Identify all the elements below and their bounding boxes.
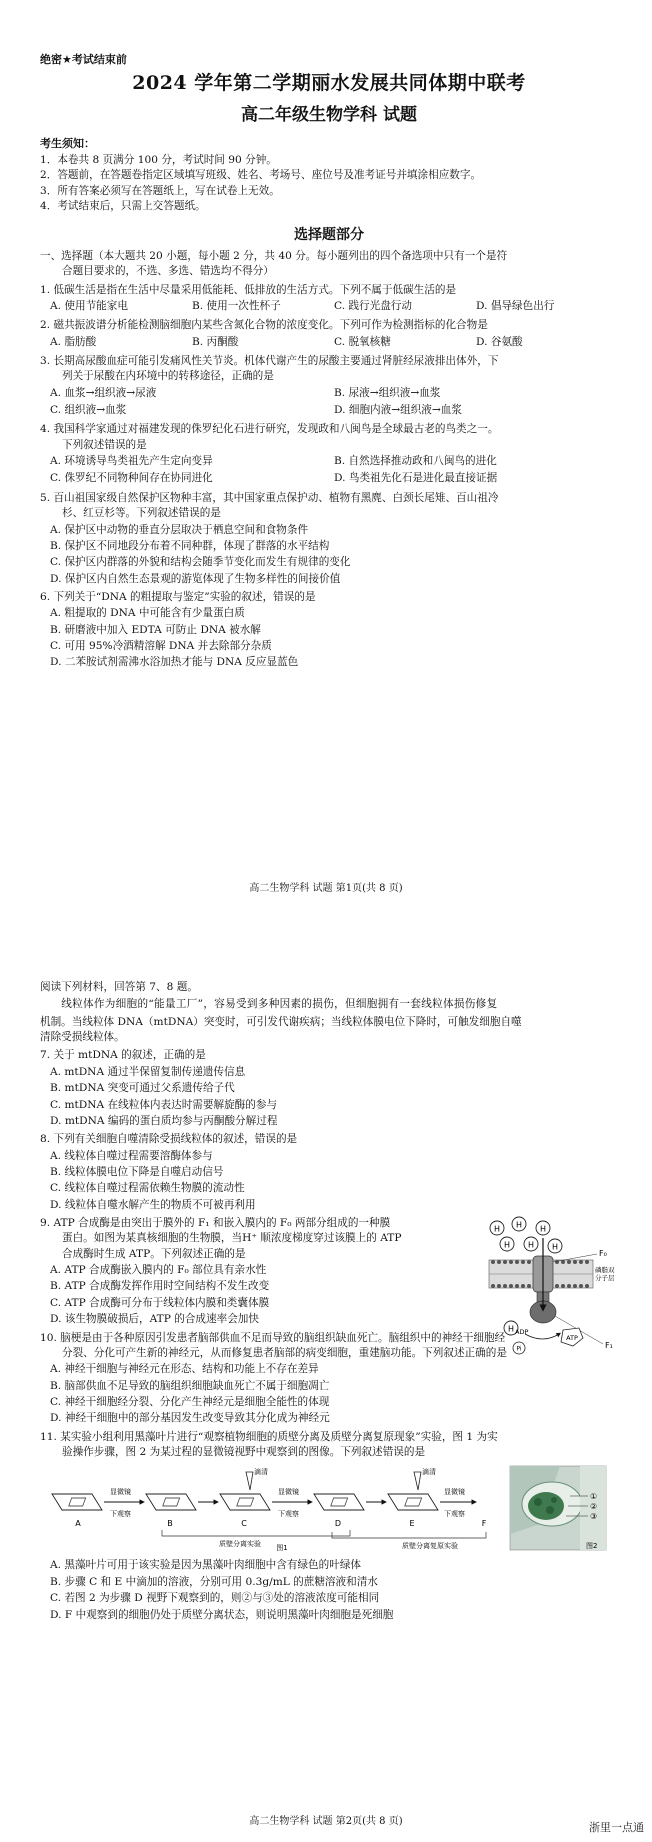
options [40,1065,618,1129]
question-6 [40,590,618,671]
notice-item: 3．所有答案必须写在答题纸上，写在试卷上无效。 [40,184,280,197]
options [40,334,618,351]
question-stem: 2. 磁共振波谱分析能检测脑细胞内某些含氮化合物的浓度变化。下列可作为检测指标的化合物是 [40,319,488,332]
exp2-label: 质壁分离复原实验 [402,1542,458,1551]
option-b: B. 脑部供血不足导致的脑组织细胞缺血死亡不属于细胞凋亡 [50,1379,330,1392]
question-stem: 8. 下列有关细胞自噬清除受损线粒体的叙述，错误的是 [40,1133,298,1146]
question-stem: 4. 我国科学家通过对福建发现的侏罗纪化石进行研究，发现政和八闽鸟是全球最古老的鸟类之一。 [40,423,499,436]
option-c: C. 保护区内群落的外貌和结构会随季节变化而发生有规律的变化 [50,556,351,569]
option-d: D. 线粒体自噬水解产生的物质不可被再利用 [50,1198,256,1211]
plasmolysis-figures [40,1464,618,1554]
options [40,1558,618,1622]
confidential-mark: 绝密★考试结束前 [40,53,127,66]
exam-subtitle: 高二年级生物学科 试题 [241,105,417,126]
question-4 [40,422,618,487]
question-stem-cont: 分裂、分化可产生新的神经元，从而修复患者脑部的病变细胞，重建脑功能。下列叙述正确的是 [62,1346,507,1359]
option-c: C. 侏罗纪不同物种间存在协同进化 [50,472,213,485]
exam-page-1 [0,52,652,942]
option-c: C. 可用 95%冷酒精溶解 DNA 并去除部分杂质 [50,640,272,653]
option-b: B. ATP 合成酶发挥作用时空间结构不发生改变 [50,1280,270,1293]
question-stem: 10. 脑梗是由于各种原因引发患者脑部供血不足而导致的脑组织缺血死亡。脑组织中的神经干细胞经 [40,1331,506,1344]
section-title: 选择题部分 [294,226,364,243]
reading-passage-line: 机制。当线粒体 DNA（mtDNA）突变时，可引发代谢疾病；当线粒体膜电位下降时，可触发细胞自噬 [40,1015,522,1028]
svg-text:下观察: 下观察 [110,1510,131,1519]
atp-synthase-membrane-figure [485,1216,625,1356]
step-label: E [409,1519,415,1529]
option-d: D. 该生物膜破损后，ATP 的合成速率会加快 [50,1313,259,1326]
microscope-view-image [510,1466,606,1550]
option-b: B. 保护区不同地段分布着不同种群，体现了群落的水平结构 [50,539,330,552]
option-c: C. ATP 合成酶可分布于线粒体内膜和类囊体膜 [50,1296,270,1309]
bilayer-label-2: 分子层 [595,1274,615,1283]
question-stem-cont: 列关于尿酸在内环境中的转移途径，正确的是 [62,370,274,383]
notice-heading: 考生须知： [40,137,95,151]
f0-label: F₀ [599,1249,607,1259]
question-7 [40,1048,618,1129]
option-b: B. 线粒体膜电位下降是自噬启动信号 [50,1165,224,1178]
step-label: B [167,1519,173,1529]
question-stem: 3. 长期高尿酸血症可能引发痛风性关节炎。机体代谢产生的尿酸主要通过肾脏经尿液排出体外，下 [40,354,499,367]
option-b: B. 步骤 C 和 E 中滴加的溶液，分别可用 0.3g/mL 的蔗糖溶液和清水 [50,1575,378,1588]
bilayer-label-1: 磷脂双 [595,1266,615,1275]
svg-text:H: H [515,1220,523,1230]
section-intro-cont: 合题目要求的，不选、多选、错选均不得分） [62,265,274,278]
option-d: D. F 中观察到的细胞仍处于质壁分离状态，则说明黑藻叶肉细胞是死细胞 [50,1608,394,1621]
question-11 [40,1430,618,1623]
mark-1: ① [590,1492,598,1502]
svg-text:H: H [551,1242,559,1252]
question-1 [40,283,618,316]
step-label: A [75,1519,81,1529]
options [40,1263,470,1327]
question-stem-cont: 合成酶时生成 ATP。下列叙述正确的是 [62,1247,246,1260]
svg-text:H: H [503,1240,511,1250]
svg-text:显微镜: 显微镜 [278,1488,299,1497]
option-d: D. 细胞内液→组织液→血浆 [334,404,462,417]
step-a-slide [52,1494,102,1510]
drop-label: 滴清 [422,1468,436,1477]
options [40,606,618,670]
option-c: C. 组织液→血浆 [50,404,127,417]
question-stem: 7. 关于 mtDNA 的叙述，正确的是 [40,1049,206,1062]
option-d: D. 保护区内自然生态景观的游览体现了生物多样性的间接价值 [50,572,341,585]
option-a: A. ATP 合成酶嵌入膜内的 F₀ 部位具有亲水性 [50,1264,267,1277]
question-stem: 5. 百山祖国家级自然保护区物种丰富，其中国家重点保护动、植物有黑麂、白颈长尾雉、百山祖冷 [40,491,499,504]
svg-text:H: H [493,1224,501,1234]
question-2 [40,318,618,351]
question-stem: 11. 某实验小组利用黑藻叶片进行“观察植物细胞的质壁分离及质壁分离复原现象”实验，图 1 为实 [40,1430,498,1443]
step-label: D [334,1519,342,1529]
option-d: D. 倡导绿色出行 [476,299,555,312]
options [40,453,618,488]
drop-label: 滴清 [254,1468,268,1477]
option-d: D. 二苯胺试剂需沸水浴加热才能与 DNA 反应显蓝色 [50,656,299,669]
options [40,1362,618,1426]
option-c: C. 线粒体自噬过程需依赖生物膜的流动性 [50,1182,245,1195]
question-stem: 6. 下列关于“DNA 的粗提取与鉴定”实验的叙述，错误的是 [40,590,316,603]
options [40,1149,618,1213]
question-5 [40,491,618,587]
option-c: C. 神经干细胞经分裂、分化产生神经元是细胞全能性的体现 [50,1395,330,1408]
question-8 [40,1132,618,1213]
options [40,523,618,587]
pi-label: Pi [516,1345,522,1353]
svg-text:下观察: 下观察 [444,1510,465,1519]
svg-text:显微镜: 显微镜 [444,1488,465,1497]
experiment-step-figure [40,1464,618,1554]
question-3 [40,354,618,419]
step-label: F [481,1519,487,1529]
option-b: B. 自然选择推动政和八闽鸟的进化 [334,455,497,468]
mark-3: ③ [590,1512,598,1522]
option-b: B. 使用一次性杯子 [192,299,281,312]
option-c: C. mtDNA 在线粒体内表达时需要解旋酶的参与 [50,1098,278,1111]
option-d: D. 鸟类祖先化石是进化最直接证据 [334,472,498,485]
step-c-slide [220,1467,270,1510]
option-a: A. 神经干细胞与神经元在形态、结构和功能上不存在差异 [50,1363,319,1376]
section-intro: 一、选择题（本大题共 20 小题，每小题 2 分，共 40 分。每小题列出的四个备选项中只有一个是符 [40,249,508,262]
reading-intro: 阅读下列材料，回答第 7、8 题。 [40,981,198,993]
svg-text:显微镜: 显微镜 [110,1488,131,1497]
svg-text:H: H [507,1324,515,1334]
option-a: A. 线粒体自噬过程需要溶酶体参与 [50,1149,213,1162]
exam-title: 2024 学年第二学期丽水发展共同体期中联考 [132,71,526,94]
svg-text:下观察: 下观察 [278,1510,299,1519]
option-a: A. 脂肪酸 [50,335,97,348]
reading-passage-line: 线粒体作为细胞的“能量工厂”，容易受到多种因素的损伤，但细胞拥有一套线粒体损伤修复 [61,998,498,1011]
question-stem: 1. 低碳生活是指在生活中尽量采用低能耗、低排放的生活方式。下列不属于低碳生活的是 [40,283,457,296]
option-b: B. 研磨液中加入 EDTA 可防止 DNA 被水解 [50,623,261,636]
option-b: B. 尿液→组织液→血浆 [334,386,441,399]
page-footer: 高二生物学科 试题 第1页(共 8 页) [249,883,403,894]
option-b: B. mtDNA 突变可通过父系遗传给子代 [50,1082,235,1095]
svg-text:H: H [539,1224,547,1234]
question-stem-cont: 杉、红豆杉等。下列叙述错误的是 [62,507,221,520]
f1-label: F₁ [605,1341,613,1351]
notice-item: 4．考试结束后，只需上交答题纸。 [40,200,206,213]
option-d: D. 谷氨酸 [476,335,523,348]
step-b-slide [146,1494,196,1510]
notice-item: 2．答题前，在答题卷指定区域填写班级、姓名、考场号、座位号及准考证号并填涂相应数字。 [40,169,482,182]
question-stem-cont: 验操作步骤，图 2 为某过程的显微镜视野中观察到的图像。下列叙述错误的是 [62,1446,426,1459]
option-b: B. 丙酮酸 [192,335,239,348]
figure-2-caption: 图2 [586,1542,598,1551]
svg-text:H: H [527,1240,535,1250]
option-a: A. 粗提取的 DNA 中可能含有少量蛋白质 [50,607,245,620]
exp1-label: 质壁分离实验 [219,1540,261,1549]
option-c: C. 践行光盘行动 [334,299,413,312]
adp-label: ADP [515,1328,529,1337]
option-a: A. mtDNA 通过半保留复制传递遗传信息 [50,1065,246,1078]
option-d: D. 神经干细胞中的部分基因发生改变导致其分化成为神经元 [50,1412,330,1425]
reading-passage-line: 清除受损线粒体。 [40,1031,125,1044]
option-a: A. 使用节能家电 [50,299,128,312]
option-a: A. 血浆→组织液→尿液 [50,386,157,399]
step-label: C [241,1519,247,1529]
notice-item: 1．本卷共 8 页满分 100 分，考试时间 90 分钟。 [40,154,277,167]
question-stem: 9. ATP 合成酶是由突出于膜外的 F₁ 和嵌入膜内的 F₀ 两部分组成的一种膜 [40,1217,391,1230]
step-d-slide [314,1494,364,1510]
figure-1-caption: 图1 [276,1544,288,1553]
watermark: 浙里一点通 [589,1821,644,1835]
question-stem-cont: 蛋白。如图为某真核细胞的生物膜，当H⁺ 顺浓度梯度穿过该膜上的 ATP [62,1232,402,1245]
option-a: A. 环境诱导鸟类祖先产生定向变异 [50,455,213,468]
question-stem-cont: 下列叙述错误的是 [62,438,147,451]
option-c: C. 若图 2 为步骤 D 视野下观察到的，则②与③处的溶液浓度可能相同 [50,1592,380,1605]
option-d: D. mtDNA 编码的蛋白质均参与丙酮酸分解过程 [50,1114,278,1127]
atp-label: ATP [566,1334,578,1343]
step-e-slide [388,1467,438,1510]
exam-page-2 [0,980,652,1842]
options [40,298,618,315]
option-c: C. 脱氧核糖 [334,335,391,348]
options [40,385,618,420]
mark-2: ② [590,1502,598,1512]
page-footer: 高二生物学科 试题 第2页(共 8 页) [249,1816,403,1827]
option-a: A. 保护区中动物的垂直分层取决于栖息空间和食物条件 [50,523,309,536]
option-a: A. 黑藻叶片可用于该实验是因为黑藻叶肉细胞中含有绿色的叶绿体 [50,1559,362,1572]
